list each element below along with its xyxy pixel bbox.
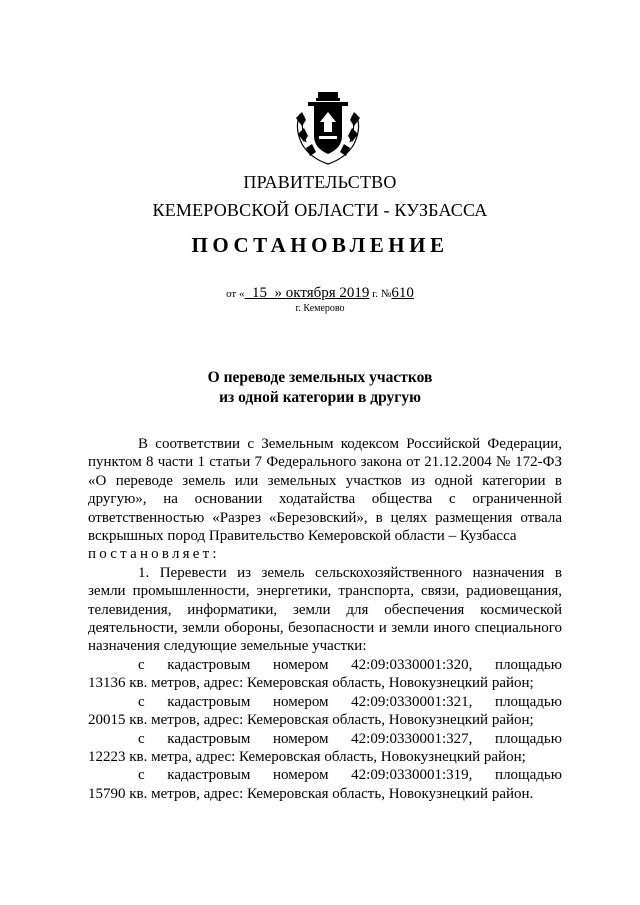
org-name-line2: КЕМЕРОВСКОЙ ОБЛАСТИ - КУЗБАССА — [152, 200, 488, 220]
date-number-line — [0, 285, 640, 302]
document-body — [88, 435, 562, 803]
parcel-item: с кадастровым номером 42:09:0330001:321, площадью 20015 кв. метров, адрес: Кемеровская область, Новокузнецкий район; — [88, 693, 562, 729]
year-suffix: г. — [372, 288, 379, 300]
subject-line2: из одной категории в другую — [219, 389, 421, 406]
parcel-item: с кадастровым номером 42:09:0330001:319, площадью 15790 кв. метров, адрес: Кемеровская область, Новокузнецкий район. — [88, 767, 562, 802]
parcel-item: с кадастровым номером 42:09:0330001:320, площадью 13136 кв. метров, адрес: Кемеровская область, Новокузнецкий район; — [88, 656, 562, 692]
preamble-paragraph: В соответствии с Земельным кодексом Российской Федерации, пунктом 8 части 1 статьи 7 Федерального закона от 21.12.2004 № 172-ФЗ «О переводе земель или земельных участков из одной категории в другую», на основании ходатайства общества с ограниченной ответственностью «Разрез «Березовский», в целях размещения отвала вскрышных пород Правительство Кемеровской области – Кузбасса — [88, 436, 562, 545]
coat-of-arms-emblem — [292, 88, 364, 168]
org-name-line1: ПРАВИТЕЛЬСТВО — [243, 172, 397, 192]
city: г. Кемерово — [295, 303, 345, 314]
number-prefix: № — [380, 288, 392, 300]
date-mid: » — [274, 285, 282, 301]
document-number: 610 — [391, 285, 414, 301]
document-type: ПОСТАНОВЛЕНИЕ — [191, 233, 449, 257]
date-prefix: от « — [226, 288, 245, 300]
document-subject — [0, 368, 640, 408]
date-day: 15 — [252, 285, 267, 301]
item-1-paragraph: 1. Перевести из земель сельскохозяйственного назначения в земли промышленности, энергетики, транспорта, связи, радиовещания, телевидения, информатики, земли для обеспечения космической деятельности, земли обороны, безопасности и земли иного специального назначения следующие земельные участки: — [88, 564, 562, 655]
resolves-word: постановляет: — [88, 546, 220, 563]
subject-line1: О переводе земельных участков — [207, 369, 433, 386]
parcel-item: с кадастровым номером 42:09:0330001:327, площадью 12223 кв. метра, адрес: Кемеровская область, Новокузнецкий район; — [88, 730, 562, 765]
parcel-list — [88, 656, 562, 803]
date-month-year: октября 2019 — [285, 285, 370, 301]
